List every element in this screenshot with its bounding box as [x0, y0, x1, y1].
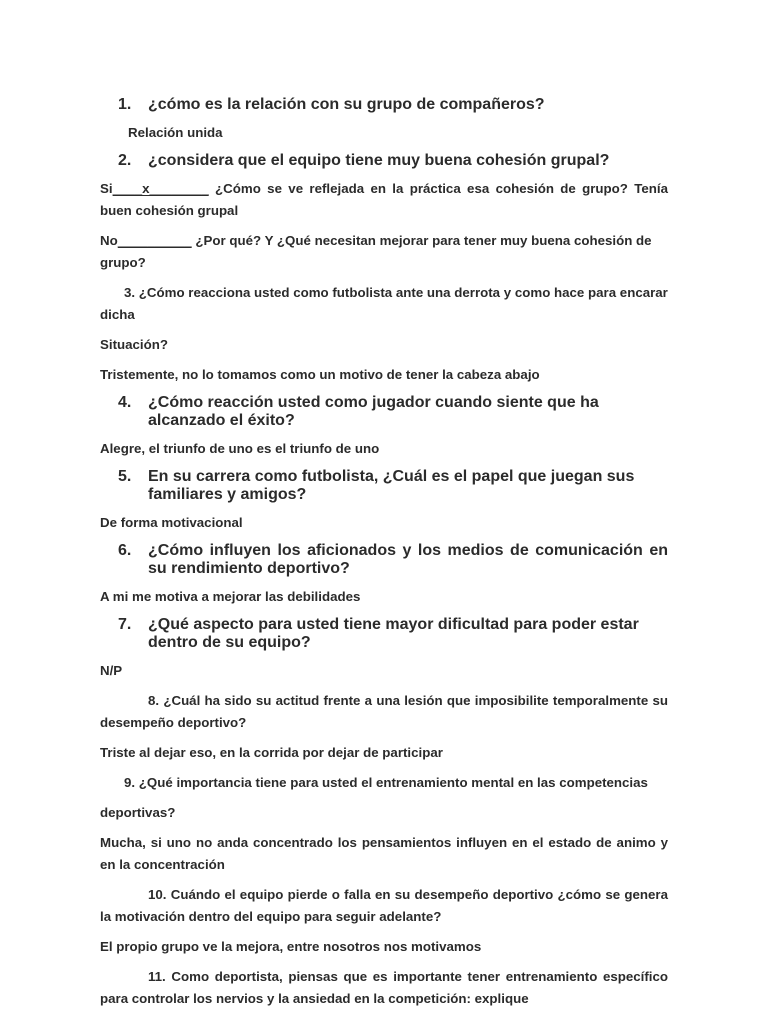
question-number-1: 1.: [118, 96, 132, 113]
answer-3: Tristemente, no lo tomamos como un motivo de tener la cabeza abajo: [100, 367, 540, 382]
fill-in-label-si: Si: [100, 181, 113, 196]
question-text-5: En su carrera como futbolista, ¿Cuál es el papel que juegan sus familiares y amigos?: [148, 468, 635, 503]
question-number-6: 6.: [118, 542, 132, 559]
fill-in-text-no: ¿Por qué? Y ¿Qué necesitan mejorar para tener muy buena cohesión de grupo?: [100, 233, 652, 270]
question-text-8: 8. ¿Cuál ha sido su actitud frente a una lesión que imposibilite temporalmente su desempeño deportivo?: [100, 693, 668, 730]
question-item-1: [100, 96, 668, 114]
question-item-5: [100, 468, 668, 504]
fill-in-text-si: ¿Cómo se ve reflejada en la práctica esa cohesión de grupo? Tenía buen cohesión grupal: [100, 181, 668, 218]
question-text-9: 9. ¿Qué importancia tiene para usted el entrenamiento mental en las competencias: [124, 775, 648, 790]
answer-10: El propio grupo ve la mejora, entre nosotros nos motivamos: [100, 939, 482, 954]
question-text-2: ¿considera que el equipo tiene muy buena cohesión grupal?: [148, 152, 610, 169]
question-text-7: ¿Qué aspecto para usted tiene mayor dificultad para poder estar dentro de su equipo?: [148, 616, 639, 651]
question-number-2: 2.: [118, 152, 132, 169]
question-text-4: ¿Cómo reacción usted como jugador cuando siente que ha alcanzado el éxito?: [148, 394, 599, 429]
question-item-4: [100, 394, 668, 430]
answer-7: N/P: [100, 663, 123, 678]
question-number-5: 5.: [118, 468, 132, 485]
fill-in-blank-no[interactable]: __________: [117, 233, 192, 248]
fill-in-label-no: No: [100, 233, 118, 248]
document-body: [100, 96, 668, 1010]
question-text-3-continued: Situación?: [100, 337, 168, 352]
answer-6: A mi me motiva a mejorar las debilidades: [100, 589, 361, 604]
fill-in-blank-si[interactable]: ____x________: [112, 181, 209, 196]
question-text-3: 3. ¿Cómo reacciona usted como futbolista ante una derrota y como hace para encarar dicha: [100, 285, 668, 322]
answer-8: Triste al dejar eso, en la corrida por dejar de participar: [100, 745, 443, 760]
answer-9: Mucha, si uno no anda concentrado los pensamientos influyen en el estado de animo y en la concentración: [100, 835, 668, 872]
answer-5: De forma motivacional: [100, 515, 243, 530]
question-text-10: 10. Cuándo el equipo pierde o falla en su desempeño deportivo ¿cómo se genera la motivación dentro del equipo para seguir adelante?: [100, 887, 668, 924]
fill-in-line-si: [100, 178, 668, 222]
fill-in-line-no: [100, 230, 668, 274]
question-text-6: ¿Cómo influyen los aficionados y los medios de comunicación en su rendimiento deportivo?: [148, 542, 668, 577]
answer-4: Alegre, el triunfo de uno es el triunfo de uno: [100, 441, 380, 456]
question-item-2: [100, 152, 668, 170]
answer-1: Relación unida: [128, 125, 223, 140]
question-text-1: ¿cómo es la relación con su grupo de compañeros?: [148, 96, 545, 113]
question-number-4: 4.: [118, 394, 132, 411]
question-item-6: [100, 542, 668, 578]
question-text-11: 11. Como deportista, piensas que es importante tener entrenamiento específico para controlar los nervios y la ansiedad en la competición: explique: [100, 969, 668, 1006]
question-text-9-continued: deportivas?: [100, 805, 176, 820]
question-number-7: 7.: [118, 616, 132, 633]
question-item-7: [100, 616, 668, 652]
